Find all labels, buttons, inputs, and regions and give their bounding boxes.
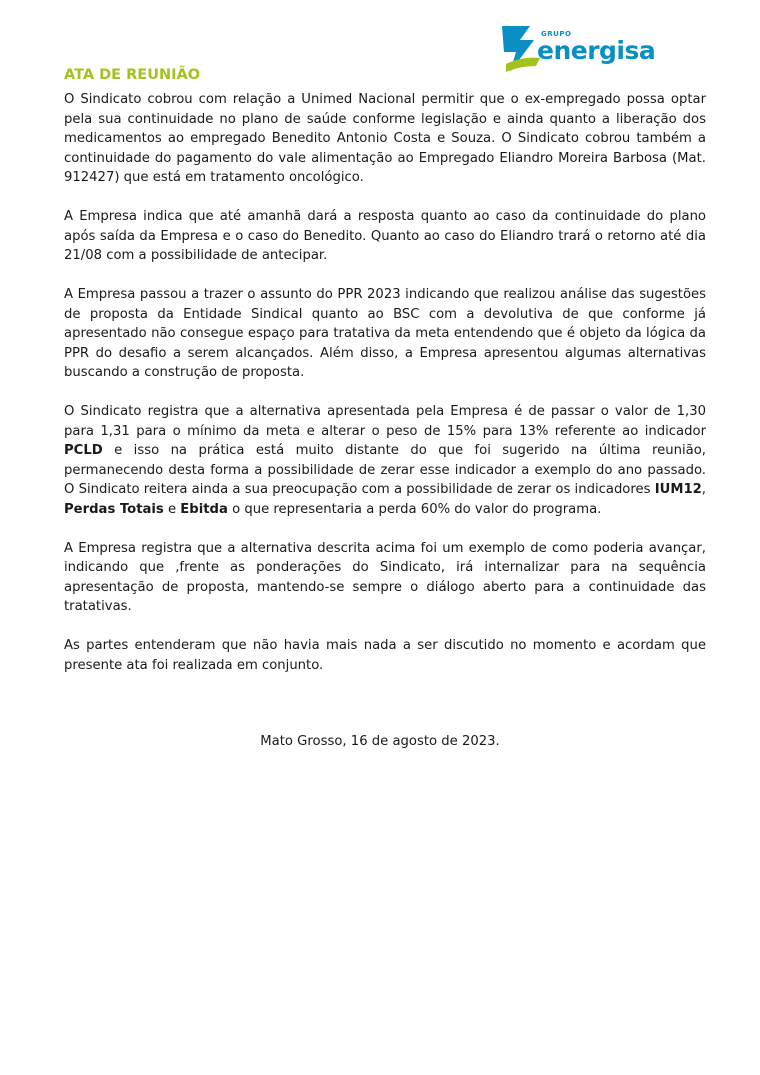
logo-group-label: GRUPO: [541, 30, 572, 38]
paragraph-4-text-3: ,: [701, 482, 706, 497]
indicator-perdas-totais: Perdas Totais: [64, 501, 164, 517]
paragraph-3: A Empresa passou a trazer o assunto do PPR 2023 indicando que realizou análise das sugestões de proposta da Entidade Sindical quanto ao BSC com a devolutiva de que conforme já apresentado não consegue espaço para tratativa da meta entendendo que é objeto da lógica da PPR do desafio a serem alcançados. Além disso, a Empresa apresentou algumas alternativas buscando a construção de proposta.: [64, 287, 706, 380]
indicator-ebitda: Ebitda: [180, 501, 228, 517]
paragraph-4-text-4: e: [163, 501, 181, 517]
paragraph-2: A Empresa indica que até amanhã dará a resposta quanto ao caso da continuidade do plano após saída da Empresa e o caso do Benedito. Quanto ao caso do Eliandro trará o retorno até dia 21/08 com a possibilidade de antecipar.: [64, 209, 706, 263]
logo-wordmark: energisa: [537, 36, 656, 65]
document-title: ATA DE REUNIÃO: [64, 67, 201, 83]
indicator-ium12: IUM12: [654, 482, 702, 497]
document-body: [64, 90, 706, 695]
paragraph-4-text-5: o que representaria a perda 60% do valor do programa.: [227, 501, 602, 517]
paragraph-4-text-1: O Sindicato registra que a alternativa apresentada pela Empresa é de passar o valor de 1,30 para 1,31 para o mínimo da meta e alterar o peso de 15% para 13% referente ao indicador: [64, 404, 706, 439]
paragraph-1: O Sindicato cobrou com relação a Unimed Nacional permitir que o ex-empregado possa optar pela sua continuidade no plano de saúde conforme legislação e ainda quanto a liberação dos medicamentos ao empregado Benedito Antonio Costa e Souza. O Sindicato cobrou também a continuidade do pagamento do vale alimentação ao Empregado Eliandro Moreira Barbosa (Mat. 912427) que está em tratamento oncológico.: [64, 92, 706, 185]
indicator-pcld: PCLD: [64, 443, 103, 458]
paragraph-5: A Empresa registra que a alternativa descrita acima foi um exemplo de como poderia avançar, indicando que ,frente as ponderações do Sindicato, irá internalizar para na sequência apresentação de proposta, mantendo-se sempre o diálogo aberto para a continuidade das tratativas.: [64, 540, 706, 614]
signature-date-line: Mato Grosso, 16 de agosto de 2023.: [260, 734, 500, 749]
paragraph-4-text-2: e isso na prática está muito distante do que foi sugerido na última reunião, permanecendo desta forma a possibilidade de zerar esse indicador a exemplo do ano passado. O Sindicato reitera ainda a sua preocupação com a possibilidade de zerar os indicadores: [64, 443, 706, 497]
paragraph-4: [64, 402, 706, 519]
paragraph-6: As partes entenderam que não havia mais nada a ser discutido no momento e acordam que presente ata foi realizada em conjunto.: [64, 638, 706, 673]
